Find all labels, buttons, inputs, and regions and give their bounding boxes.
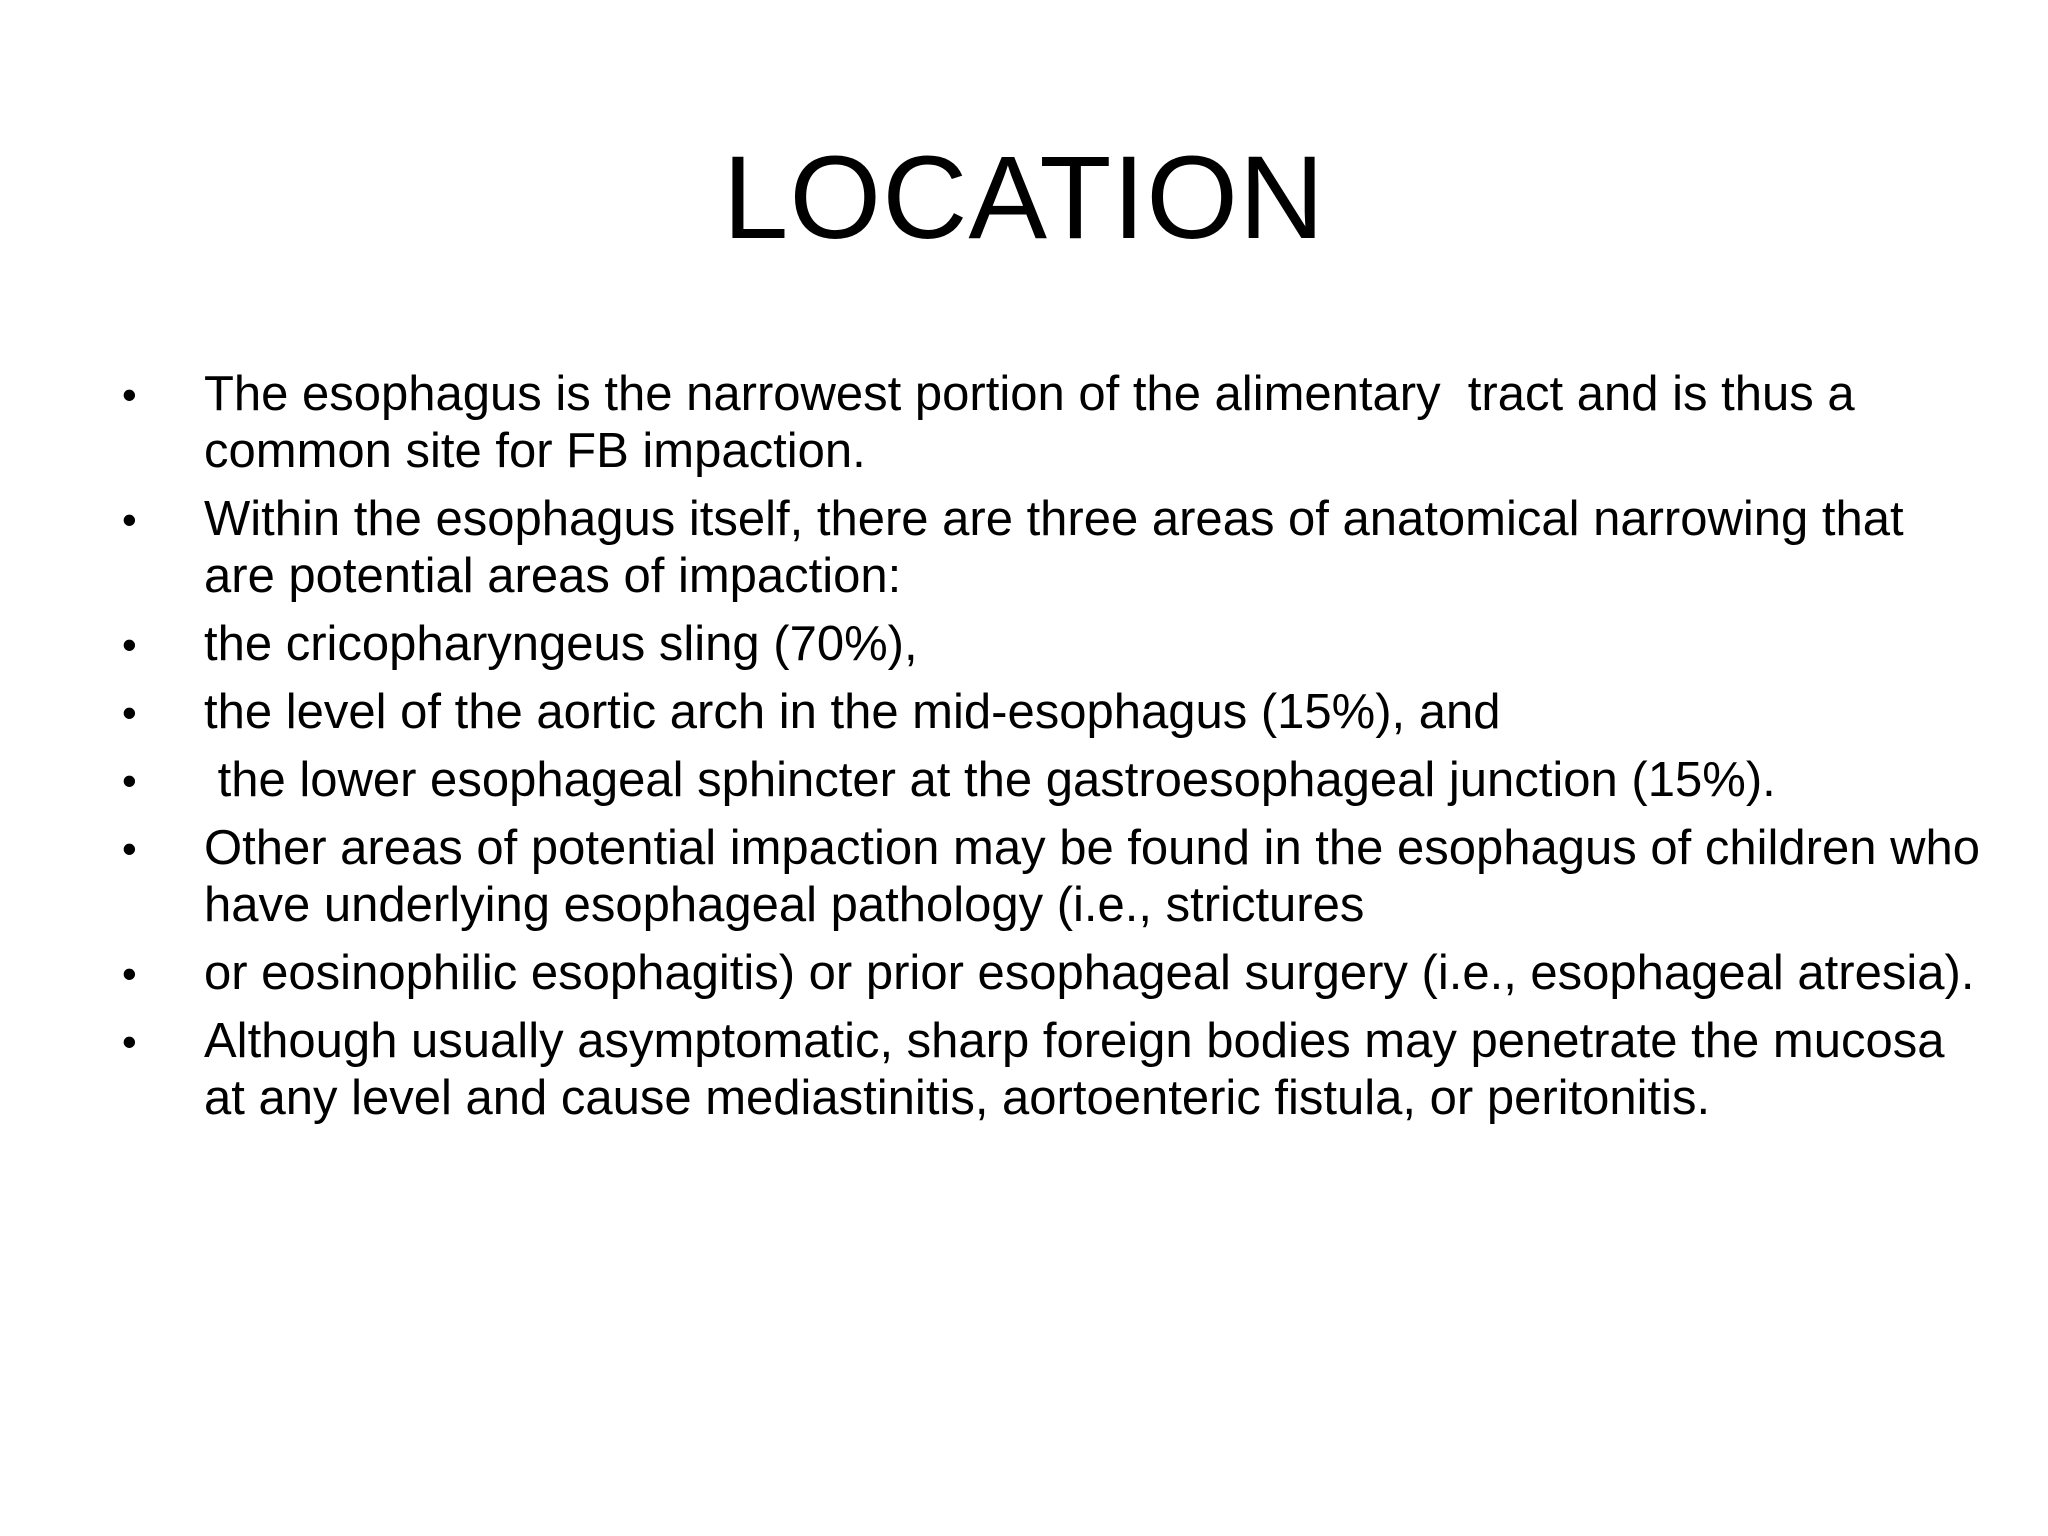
bullet-icon: • (122, 496, 137, 543)
bullet-icon: • (122, 950, 137, 997)
list-item (120, 945, 1980, 1002)
bullet-text: Although usually asymptomatic, sharp foreign bodies may penetrate the mucosa at any level and cause mediastinitis, aortoenteric fistula, or peritonitis. (204, 1014, 1959, 1125)
bullet-text: or eosinophilic esophagitis) or prior esophageal surgery (i.e., esophageal atresia). (204, 946, 1975, 1000)
list-item (120, 820, 1994, 934)
bullet-icon: • (122, 371, 137, 418)
bullet-icon: • (122, 621, 137, 668)
bullet-text: The esophagus is the narrowest portion of the alimentary tract and is thus a common site for FB impaction. (204, 367, 1869, 478)
bullet-icon: • (122, 1018, 137, 1065)
bullet-list (120, 366, 1994, 1138)
list-item (120, 752, 1980, 809)
list-item (120, 366, 1980, 480)
bullet-icon: • (122, 825, 137, 872)
slide-title: LOCATION (722, 132, 1326, 264)
bullet-text: Other areas of potential impaction may be found in the esophagus of children who have underlying esophageal pathology (i.e., strictures (204, 821, 1994, 932)
bullet-text: the cricopharyngeus sling (70%), (204, 617, 918, 671)
list-item (120, 1013, 1980, 1127)
list-item (120, 684, 1980, 741)
bullet-icon: • (122, 757, 137, 804)
list-item (120, 491, 1980, 605)
bullet-text: Within the esophagus itself, there are three areas of anatomical narrowing that are potential areas of impaction: (204, 492, 1918, 603)
bullet-text: the lower esophageal sphincter at the gastroesophageal junction (15%). (204, 753, 1776, 807)
bullet-text: the level of the aortic arch in the mid-esophagus (15%), and (204, 685, 1501, 739)
bullet-icon: • (122, 689, 137, 736)
list-item (120, 616, 1980, 673)
